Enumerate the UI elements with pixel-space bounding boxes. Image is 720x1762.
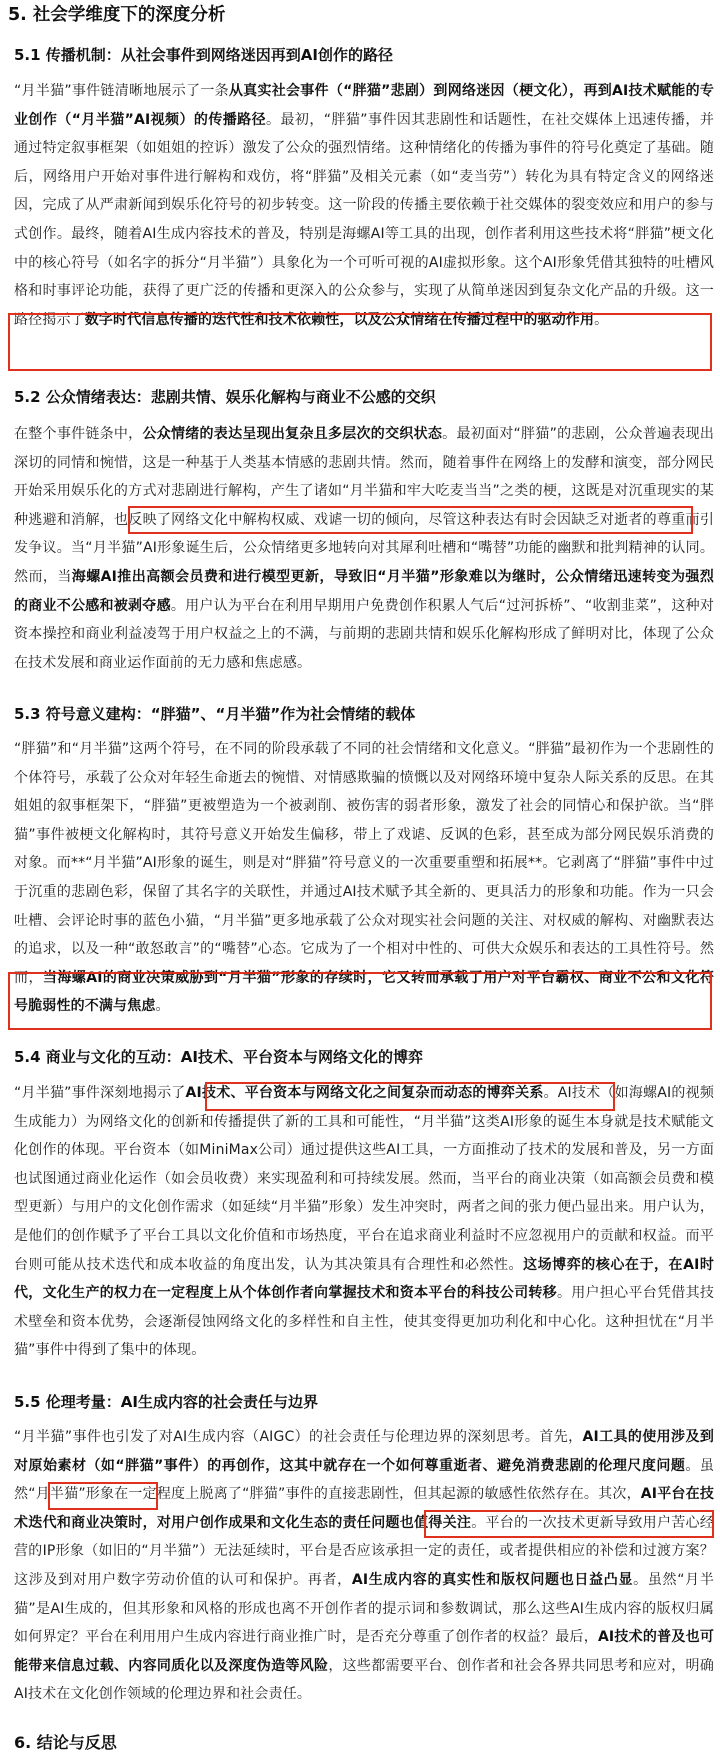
text-run: “月半猫”事件也引发了对AI生成内容（AIGC）的社会责任与伦理边界的深刻思考。首先， <box>14 1429 583 1445</box>
text-run: 。虽然“月半猫”是AI生成的，但其形象和风格的形成也离不开创作者的提示词和参数调试，那么这些AI生成内容的版权归属如何界定？平台在利用用户生成内容进行商业推广时，是否充分尊重了创作者的权益？最后， <box>14 1571 715 1646</box>
bold-run: 这场博弈的核心在于，在AI时代，文化生产的权力在一定程度上从个体创作者向掌握技术和资本平台的科技公司转移 <box>14 1256 714 1302</box>
section-5-4-title: 5.4 商业与文化的互动：AI技术、平台资本与网络文化的博弈 <box>14 1048 423 1066</box>
section-5-2-title: 5.2 公众情绪表达：悲剧共情、娱乐化解构与商业不公感的交织 <box>14 388 436 406</box>
text-run: 。 <box>594 311 609 328</box>
bold-run: 从真实社会事件（“胖猫”悲剧）到网络迷因（梗文化），再到AI技术赋能的专业创作（“月半猫”AI视频）的传播路径 <box>14 83 714 128</box>
bold-run: 数字时代信息传播的迭代性和技术依赖性，以及公众情绪在传播过程中的驱动作用 <box>84 311 595 328</box>
section-5-5-paragraph <box>14 1423 714 1709</box>
bold-run: AI工具的使用涉及到对原始素材（如“胖猫”事件）的再创作，这其中就存在一个如何尊重逝者、避免消费悲剧的伦理尺度问题 <box>14 1429 714 1474</box>
section-6-title: 6. 结论与反思 <box>14 1733 117 1752</box>
text-run: 。 <box>155 998 170 1015</box>
bold-run: AI生成内容的真实性和版权问题也日益凸显 <box>351 1571 634 1588</box>
bold-run: AI平台在技术迭代和商业决策时，对用户创作成果和文化生态的责任问题也值得关注 <box>14 1486 714 1531</box>
section-5-4-paragraph <box>14 1079 714 1365</box>
text-run: 。用户担心平台凭借其技术壁垒和资本优势，会逐渐侵蚀网络文化的多样性和自主性，使其变得更加功利化和中心化。这种担忧在“月半猫”事件中得到了集中的体现。 <box>14 1285 715 1359</box>
section-5-3-title: 5.3 符号意义建构：“胖猫”、“月半猫”作为社会情绪的载体 <box>14 705 416 723</box>
text-run: 。虽然“月半猫”形象在一定程度上脱离了“胖猫”事件的直接悲剧性，但其起源的敏感性依然存在。其次， <box>14 1457 714 1503</box>
text-run: ，这些都需要平台、创作者和社会各界共同思考和应对，明确AI技术在文化创作领域的伦理边界和社会责任。 <box>14 1657 714 1703</box>
text-run: “胖猫”和“月半猫”这两个符号，在不同的阶段承载了不同的社会情绪和文化意义。“胖猫”最初作为一个悲剧性的个体符号，承载了公众对年轻生命逝去的惋惜、对情感欺骗的愤慨以及对网络环境中复杂人际关系的反思。在其姐姐的叙事框架下，“胖猫”更被塑造为一个被剥削、被伤害的弱者形象，激发了社会的同情心和保护欲。当“胖猫”事件被梗文化解构时，其符号意义开始发生偏移，带上了戏谑、反讽的色彩，甚至成为部分网民娱乐消费的对象。而**“月半猫”AI形象的诞生，则是对“胖猫”符号意义的一次重要重塑和拓展**。它剥离了“胖猫”事件中过于沉重的悲剧色彩，保留了其名字的关联性，并通过AI技术赋予其全新的、更具活力的形象和功能。作为一只会吐槽、会评论时事的蓝色小猫，“月半猫”更多地承载了公众对现实社会问题的关注、对权威的解构、对幽默表达的追求，以及一种“敢怒敢言”的“嘴替”心态。它成为了一个相对中性的、可供大众娱乐和表达的工具性符号。然而， <box>14 741 714 986</box>
section-5-2-paragraph <box>14 420 714 677</box>
text-run: 。AI技术（如海螺AI的视频生成能力）为网络文化的创新和传播提供了新的工具和可能性，“月半猫”这类AI形象的诞生本身就是技术赋能文化创作的体现。平台资本（如MiniMax公司）通过提供这些AI工具，一方面推动了技术的发展和普及，另一方面也试图通过商业化运作（如会员收费）来实现盈利和可持续发展。然而，当平台的商业决策（如高额会员费和模型更新）与用户的文化创作需求（如延续“月半猫”形象）发生冲突时，两者之间的张力便凸显出来。用户认为，是他们的创作赋予了平台工具以文化价值和市场热度，平台在追求商业利益时不应忽视用户的贡献和权益。而平台则可能从技术迭代和成本收益的角度出发，认为其决策具有合理性和必然性。 <box>14 1085 714 1273</box>
bold-run: AI技术、平台资本与网络文化之间复杂而动态的博弈关系 <box>185 1085 544 1101</box>
text-run: 。用户认为平台在利用早期用户免费创作积累人气后“过河拆桥”、“收割韭菜”，这种对资本操控和商业利益凌驾于用户权益之上的不满，与前期的悲剧共情和娱乐化解构形成了鲜明对比，体现了公众在技术发展和商业运作面前的无力感和焦虑感。 <box>14 597 714 671</box>
text-run: 。平台的一次技术更新导致用户苦心经营的IP形象（如旧的“月半猫”）无法延续时，平台是否应该承担一定的责任，或者提供相应的补偿和过渡方案？这涉及到对用户数字劳动价值的认可和保护。再者， <box>14 1514 714 1588</box>
text-run: “月半猫”事件深刻地揭示了 <box>14 1085 186 1101</box>
bold-run: AI技术的普及也可能带来信息过载、内容同质化以及深度伪造等风险 <box>14 1629 714 1674</box>
bold-run: 当海螺AI的商业决策威胁到“月半猫”形象的存续时，它又转而承载了用户对平台霸权、商业不公和文化符号脆弱性的不满与焦虑 <box>14 969 714 1015</box>
bold-run: 海螺AI推出高额会员费和进行模型更新，导致旧“月半猫”形象难以为继时，公众情绪迅速转变为强烈的商业不公感和被剥夺感 <box>14 568 715 614</box>
section-5-5-title: 5.5 伦理考量：AI生成内容的社会责任与边界 <box>14 1393 318 1411</box>
text-run: 在整个事件链条中， <box>14 426 143 442</box>
text-run: “月半猫”事件链清晰地展示了一条 <box>14 83 229 99</box>
text-run: 。最初面对“胖猫”的悲剧，公众普遍表现出深切的同情和惋惜，这是一种基于人类基本情感的悲剧共情。然而，随着事件在网络上的发酵和演变，部分网民开始采用娱乐化的方式对悲剧进行解构，产生了诸如“月半猫和牢大吃麦当当”之类的梗，这既是对沉重现实的某种逃避和消解，也反映了网络文化中解构权威、戏谑一切的倾向，尽管这种表达有时会因缺乏对逝者的尊重而引发争议。当“月半猫”AI形象诞生后，公众情绪更多地转向对其犀利吐槽和“嘴替”功能的幽默和批判精神的认同。然而，当 <box>14 426 714 585</box>
text-run: 这一路径揭示了 <box>14 283 715 328</box>
text-run: 。最初，“胖猫”事件因其悲剧性和话题性，在社交媒体上迅速传播，并通过特定叙事框架（如姐姐的控诉）激发了公众的强烈情绪。这种情绪化的传播为事件的符号化奠定了基础。随后，网络用户开始对事件进行解构和戏仿，将“胖猫”及相关元素（如“麦当劳”）转化为具有特定含义的网络迷因，完成了从严肃新闻到娱乐化符号的初步转变。这一阶段的传播主要依赖于社交媒体的裂变效应和用户的参与式创作。最终，随着AI生成内容技术的普及，特别是海螺AI等工具的出现，创作者利用这些技术将“胖猫”梗文化中的核心符号（如名字的拆分“月半猫”）具象化为一个可听可视的AI虚拟形象。这个AI形象凭借其独特的吐槽风格和时事评论功能，获得了更广泛的传播和更深入的公众参与，实现了从简单迷因到复杂文化产品的升级。 <box>14 111 714 300</box>
bold-run: 公众情绪的表达呈现出复杂且多层次的交织状态 <box>142 426 443 442</box>
section-5-1-title: 5.1 传播机制：从社会事件到网络迷因再到AI创作的路径 <box>14 46 393 64</box>
section-5-title: 5. 社会学维度下的深度分析 <box>8 5 226 25</box>
section-5-3-paragraph <box>14 735 714 1021</box>
section-5-1-paragraph <box>14 77 714 334</box>
